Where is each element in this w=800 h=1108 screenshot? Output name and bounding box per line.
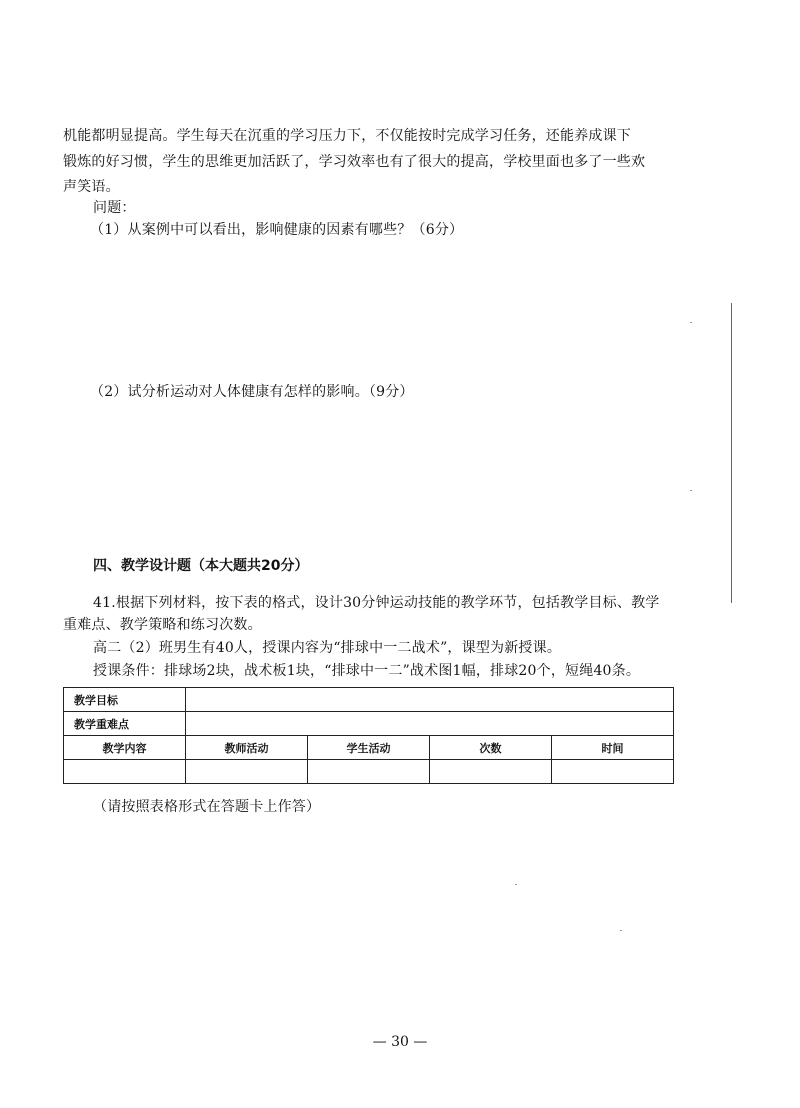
answer-note: （请按照表格形式在答题卡上作答） — [93, 799, 321, 815]
material-line-2: 授课条件：排球场2块，战术板1块，“排球中一二”战术图1幅，排球20个，短绳40条。 — [93, 663, 641, 679]
scan-speck — [620, 930, 622, 931]
section-heading: 四、教学设计题（本大题共20分） — [93, 558, 309, 574]
question-1: （1）从案例中可以看出，影响健康的因素有哪些？（6分） — [90, 222, 464, 238]
header-teacher-activity: 教师活动 — [186, 736, 308, 760]
empty-cell — [186, 760, 308, 784]
table-row-key-points — [64, 712, 674, 736]
scan-speck — [515, 884, 517, 885]
empty-cell — [64, 760, 186, 784]
key-points-cell — [186, 712, 674, 736]
material-line-1: 高二（2）班男生有40人，授课内容为“排球中一二战术”，课型为新授课。 — [93, 640, 562, 656]
questions-label: 问题： — [93, 200, 136, 216]
header-student-activity: 学生活动 — [308, 736, 430, 760]
lesson-plan-table — [63, 687, 674, 784]
header-content: 教学内容 — [64, 736, 186, 760]
empty-cell — [552, 760, 674, 784]
table-header-row — [64, 736, 674, 760]
scan-speck — [690, 322, 692, 323]
table-row-empty — [64, 760, 674, 784]
empty-cell — [430, 760, 552, 784]
question-2: （2）试分析运动对人体健康有怎样的影响。（9分） — [90, 384, 414, 400]
scan-margin-line — [731, 303, 732, 603]
key-points-label: 教学重难点 — [64, 712, 186, 736]
empty-cell — [308, 760, 430, 784]
header-time: 时间 — [552, 736, 674, 760]
paragraph-line-2: 锻炼的好习惯，学生的思维更加活跃了，学习效率也有了很大的提高，学校里面也多了一些欢 — [63, 154, 646, 170]
objective-label: 教学目标 — [64, 688, 186, 712]
paragraph-line-1: 机能都明显提高。学生每天在沉重的学习压力下，不仅能按时完成学习任务，还能养成课下 — [63, 128, 631, 144]
page-number: — 30 — — [372, 1034, 428, 1050]
table-row-objective — [64, 688, 674, 712]
header-count: 次数 — [430, 736, 552, 760]
paragraph-line-3: 声笑语。 — [63, 179, 120, 195]
scan-speck — [690, 490, 692, 491]
objective-cell — [186, 688, 674, 712]
q41-line-1: 41.根据下列材料，按下表的格式，设计30分钟运动技能的教学环节，包括教学目标、教学 — [93, 595, 660, 611]
q41-line-2: 重难点、教学策略和练习次数。 — [63, 617, 262, 633]
